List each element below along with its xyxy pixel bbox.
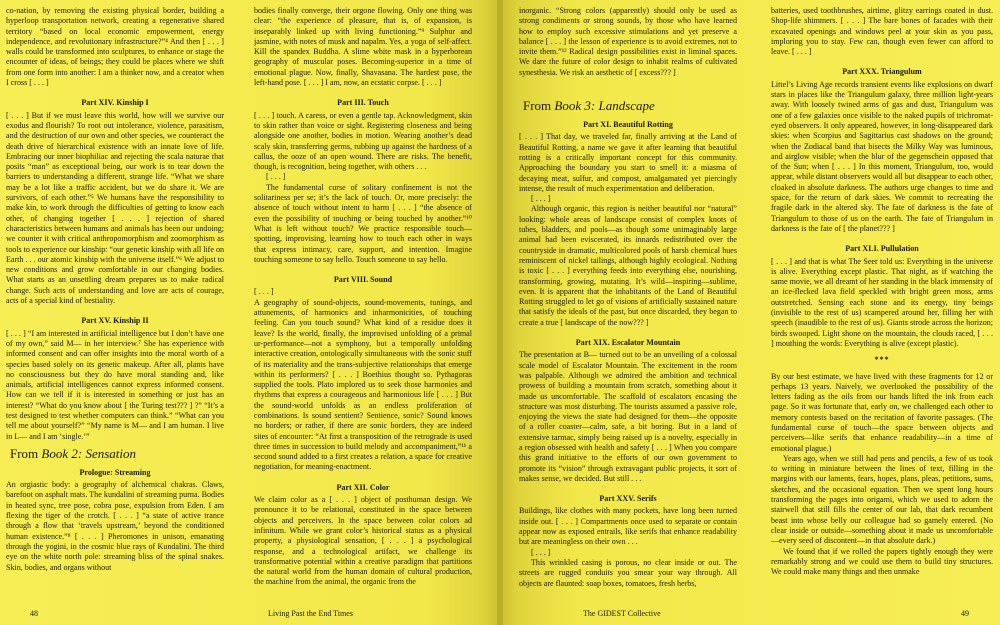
ellipsis: [ . . . ] bbox=[266, 172, 286, 182]
paragraph: An orgiastic body: a geography of alchemical chakras. Claws, barefoot on asphalt mats. The kundalini of streaming purna. Bodies in heated sync, tree pose, cobra pose, expulsion from Eden. I am flexing the tiger of the crotch. [ . . . ] “a state of active trance through a flow that ‘travels upstream,’ beyond the conditioned human existence.”⁸ [ . . . ] Pheromones in unison, emanating through the yogini, in the cosmic blue rays of Kundalini. The third eye on the white north pole: streaming bliss of the spinal snakes. Skin, bodies, and organs without bbox=[6, 480, 224, 572]
paragraph: bodies finally converge, their orgone flowing. Only one thing was clear: “the experience of pleasure, that is, of expansion, is inseparably linked up with living functioning.”⁹ Sulphur and jasmine, with notes of musk and napalm. Yes, a yoga of self-affect. Kill the spandex Buddha. A slime white mask in a hyperborean geography of muscular poses. Becoming-superior in a time of emotional plague. Now, finally, Shavasana. The hardest pose, the left-hand pose. [ . . . ] I am, now, an ecstatic corpse. [ . . . ] bbox=[254, 6, 472, 88]
paragraph: Littel’s Living Age records transient events like explosions on dwarf stars in places like the Triangulum galaxy, three million light-years away. With loosely twined arms of gas and dust, Triangulum was one of a few galaxies once visible to the naked pupils of trichromat-eyed observers. It only appeared, however, in long-disappeared dark skies: when Scorpius and Sagittarius cast shadows on the ground; when the Zodiacal band that bisects the Milky Way was luminous, and airglow visible; when the blur of the gegenschein opposed that of the Sun; when [ . . . ] In this moment, Triangulum, too, would appear, while distant observers would all but disappear to each other, cloaked in absolute darkness. The authors urge changes to time and space, for the return of dark skies. We commit to recreating the fragile dark in the altered sky. The fate of darkness is the fate of Triangulum to those of us on the earth. The fate of Triangulum in darkness is the fate of [ the planet??? ] bbox=[771, 79, 993, 233]
left-page-column-2 bbox=[254, 6, 472, 596]
ellipsis: [ . . . ] bbox=[254, 287, 274, 297]
paragraph: [ . . . ] But if we must leave this world, how will we survive our exodus and flourish? To root out intolerance, violence, parasitism, and the destruction of our own and other species, we counteract the death drive of hierarchical existence with an innate love of life. Embracing our inner biophiliac and rejecting the scala naturae that posits “man” as exceptional being, our work is to tear down the barriers to understanding a different, strange life. “What we share may be a lot like a traffic accident, but we do share it. We are survivors, of each other.”⁵ We humans have the responsibility to make kin, to work through the difficulties of getting to know each other, of changing together [ . . . ] rejection of shared characteristics between humans and animals has been our undoing; we counter it with critical anthropomorphism and zoomorphism as tools to experience our kinship: “our genetic kinship with all life on Earth . . . our atomic kinship with the universe itself.”⁶ We adjust to new conditions and grow comfortable in our changing bodies. What starts as an unsettling dream prepares us to make radical change. Such acts of understanding and love are acts of courage, acts of a special kind of bestiality. bbox=[6, 110, 224, 306]
section-heading: Part XLI. Pullulation bbox=[845, 244, 919, 254]
left-page bbox=[0, 0, 497, 625]
paragraph: A geography of sound-objects, sound-movements, tunings, and attunements, of harmonics and inharmonicities, of touching feeling. Can you touch sound? What kind of a residue does it leave? Is the world, finally, the improvised unfolding of a primal ur-performance—not a symphony, but a temporally unfolding interactive creation, ontologically simultaneous with the sonic stuff of its materiality and the trans-subjective relationships that emerge within its performers? [ . . . ] Boethius thought so. Pythagoras supplied the tools. Plato implored us to seek those harmonies and rhythms that express a courageous and harmonious life [ . . . ] But the sound-world unfolds as an endless proliferation of combinations. Is sound sentient? Sentience, sonic? Sound knows no borders; or rather, if there are sonic borders, they are indeed sites of encounter: “At first a transposition of the retrograde is used three times in succession to build melody and accompaniment,”¹¹ a second sound added to a first creates a relation, a space for creative negotiation, for meaning-enactment. bbox=[254, 297, 472, 472]
paragraph: [ . . . ] “I am interested in artificial intelligence but I don’t have one of my own,” said M— in her interview.⁷ She has experience with informed consent and can offer insights into the moral worth of a species based solely on its genetic makeup. After all, plants have no consciousness but they do have moral standing and, like animals, artificial intelligences cannot express informed consent. How can we tell if it is interested in something or just has an interest? “What do you know about [ the Turing test??? ] ?” “It’s a test designed to test whether computers can think.” “What can you tell me about yourself?” “My name is M— and I am human. I live in L— and I am ‘single.’” bbox=[6, 328, 224, 441]
left-page-column-1 bbox=[6, 6, 224, 596]
paragraph: We found that if we rolled the papers tightly enough they were remarkably strong and we could use them to build tiny structures. We could make many things and then unmake bbox=[771, 546, 993, 577]
book-heading: From Book 2: Sensation bbox=[10, 445, 137, 461]
paragraph: By our best estimate, we have lived with these fragments for 12 or perhaps 13 years. Naively, we overlooked the possibility of the letters fading as the oils from our hands lifted the ink from each page. So it was fortunate that, early on, we challenged each other to memory contests based on the recitation of favorite passages. (The fundamental curse of touch—the space between objects and perceivers—like serifs that enhance readability—in a time of emotional plague.) bbox=[771, 371, 993, 453]
section-heading: Prologue: Streaming bbox=[79, 467, 151, 477]
ellipsis: [ . . . ] bbox=[531, 194, 551, 204]
section-heading: Part XV. Kinship II bbox=[81, 316, 149, 326]
section-heading: Part XXX. Triangulum bbox=[842, 67, 922, 77]
paragraph: The fundamental curse of solitary confinement is not the solitariness per se; it’s the lack of touch. Or, more precisely: the absence of touch without intent to harm [ . . . ] “the absence of even the possibility of touching or being touched by another.”¹⁰ What is left without touch? We practice responsible touch—spotting, improvising, learning how to touch each other in ways that express intimacy, care, support, and intention. Imagine touching someone to say hello. Touch someone to say hello. bbox=[254, 182, 472, 264]
section-heading: Part XXV. Serifs bbox=[599, 494, 657, 504]
right-page bbox=[503, 0, 1000, 625]
paragraph: Years ago, when we still had pens and pencils, a few of us took to writing in miniature between the lines of text, filling in the margins with our laments, fears, hopes, plans, pleas, petitions, sums, sketches, and the occasional equation. Then we spent long hours transforming the pages into origami, which we used to adorn the stairwell that still fills the center of our lab, that dark recumbent beast into whose belly our colleague had so gamely entered. (No clear inside or outside—something about it made us uncomfortable—every seed of discontent—in that absolute dark.) bbox=[771, 453, 993, 546]
section-heading: Part III. Touch bbox=[337, 98, 389, 108]
page-number: 48 bbox=[30, 609, 38, 618]
ellipsis: [ . . . ] bbox=[531, 547, 551, 557]
paragraph: Although organic, this region is neither beautiful nor “natural” looking: whole areas of landscape consist of complex knots of tubes, bladders, and pools—as though some unimaginably large animal had been eviscerated, its innards redistributed over the countryside in dramatic, multicolored pools of harsh chemical hues reminiscent of nickel tailings, although highly ecological. Nothing is toxic [ . . . ] everything feeds into everything else, nourishing, transforming, growing, mutating. It’s wild—inspiring—sublime, even. It is apparent that the inhabitants of the Land of Beautiful Rotting struggled to let go of visions of artificially sustained nature that satisfy the ideals of the past, but once discarded, they began to create a true [ landscape of the now??? ] bbox=[519, 204, 737, 327]
section-heading: Part VIII. Sound bbox=[333, 275, 393, 285]
paragraph: inorganic. “Strong colors (apparently) should only be used as strong condiments or strong sounds, by those who have learned how to employ such excessive stimulations and yet preserve a balance [ . . . ] the lesson of experience is to avoid extremes, not to invite them.”¹² Radical design possibilities exist in liminal spaces. We dare the future of color design to inhabit realms of cultivated synesthesia. We risk an aesthetic of [ excess??? ] bbox=[519, 6, 737, 77]
book-heading: From Book 3: Landscape bbox=[523, 98, 655, 114]
right-page-column-1 bbox=[519, 6, 737, 596]
paragraph: The presentation at B— turned out to be an unveiling of a colossal scale model of Escalator Mountain. The excitement in the room was palpable. Although we admired the ambition and technical prowess of building a mountain from scratch, something about it made us uncomfortable. The scaffold of escalators encasing the structure was most disturbing. The tourists assumed a passive role, enjoying the views the state had designed for them—the opposite of a roller coaster—calm, safe, a bit boring. But in a land of extensive tarmac, simply being raised up is a novelty, especially in a region obsessed with health and safety [ . . . ] When you compare this grand initiative to the efforts of our own government to promote its “vision” through extravagant public projects, it sort of makes sense, we decided. But still . . . bbox=[519, 350, 737, 483]
section-heading: Part XII. Color bbox=[336, 482, 390, 492]
paragraph: This wrinkled casing is porous, no clear inside or out. The streets are rugged conduits you smear your way through. All objects are flaunted: soap boxes, tomatoes, fresh herbs, bbox=[519, 557, 737, 588]
section-heading: Part XIX. Escalator Mountain bbox=[575, 338, 681, 348]
page-number: 49 bbox=[961, 609, 969, 618]
paragraph: co-nation, by removing the existing physical border, building a hyperloop transportation network, creating a regenerative shared territory “based on local economic empowerment, energy independence, and revolutionary infrastructure?”⁴ And then [ . . . ] walls could be transformed into sculptures, to enhance or stage the encounter of ideas, of beings; they could be places where we shift from one form into another: I am a thinker now, and a creator when I cross [ . . . ] bbox=[6, 6, 224, 88]
paragraph: Buildings, like clothes with many pockets, have long been turned inside out. [ . . . ] Compartments once used to separate or contain appear now as exposed entrails, like serifs that enhance readability but are meaningless on their own . . . bbox=[519, 506, 737, 547]
section-heading: Part XI. Beautiful Rotting bbox=[583, 120, 673, 130]
running-head: The GIDEST Collective bbox=[583, 609, 661, 618]
section-heading: Part XIV. Kinship I bbox=[81, 98, 149, 108]
paragraph: [ . . . ] and that is what The Seer told us: Everything in the universe is alive. Everything except plastic. That night, as if watching the same movie, we all dreamt of her standing in the black immensity of an ice-flecked lava field speckled with bright green moss, arms outstretched. Sensing each stone and its energy, tiny beings (invisible to the rest of us) scampered around her, filling her with speech (inaudible to the rest of us). Giants strode across the horizon; birds swooped. Light shone on the mountain, the clouds raced, [ . . . ] mouthing the words: Everything is alive (except plastic). bbox=[771, 256, 993, 348]
section-break: *** bbox=[874, 355, 890, 365]
right-page-column-2 bbox=[771, 6, 993, 596]
paragraph: [ . . . ] touch. A caress, or even a gentle tap. Acknowledgment, skin to skin rather than voice or sight. Registering closeness and being alongside one another, bodies in motion. Wearing another’s dead scaly skin, transferring germs, rubbing up against the hardness of a callus, the ooze of an open wound. There are risks. The benefit, though, is recognition, being together, with others . . . bbox=[254, 110, 472, 172]
paragraph: We claim color as a [ . . . ] object of posthuman design. We pronounce it to be relational, constituted in the space between objects and perceivers. In the space between color colors ad infinitum. While we grant color’s historical status as a physical property, a physiological sensation, [ . . . ] a psychological response, and a technological artifact, we challenge its transformative potential within a creative paradigm that partitions the natural world from the human domain of cultural production, the machine from the animal, the organic from the bbox=[254, 495, 472, 587]
paragraph: batteries, used toothbrushes, airtime, glitzy earrings coated in dust. Shop-life shimmers. [ . . . ] The bare bones of facades with their excavated openings and windows peel at your skin as you pass, imploring you to stay. Few can, though even fewer can afford to leave. [ . . . ] bbox=[771, 6, 993, 57]
running-head: Living Past the End Times bbox=[268, 609, 353, 618]
paragraph: [ . . . ] That day, we traveled far, finally arriving at the Land of Beautiful Rotting, a name we gave it after learning that beautiful rotting is a critically important concept for this community. Approaching the boundary you start to smell it: a miasma of decaying meat, sulfur, and compost, amalgamated yet piercingly intense, the result of much experimentation and deliberation. bbox=[519, 132, 737, 193]
